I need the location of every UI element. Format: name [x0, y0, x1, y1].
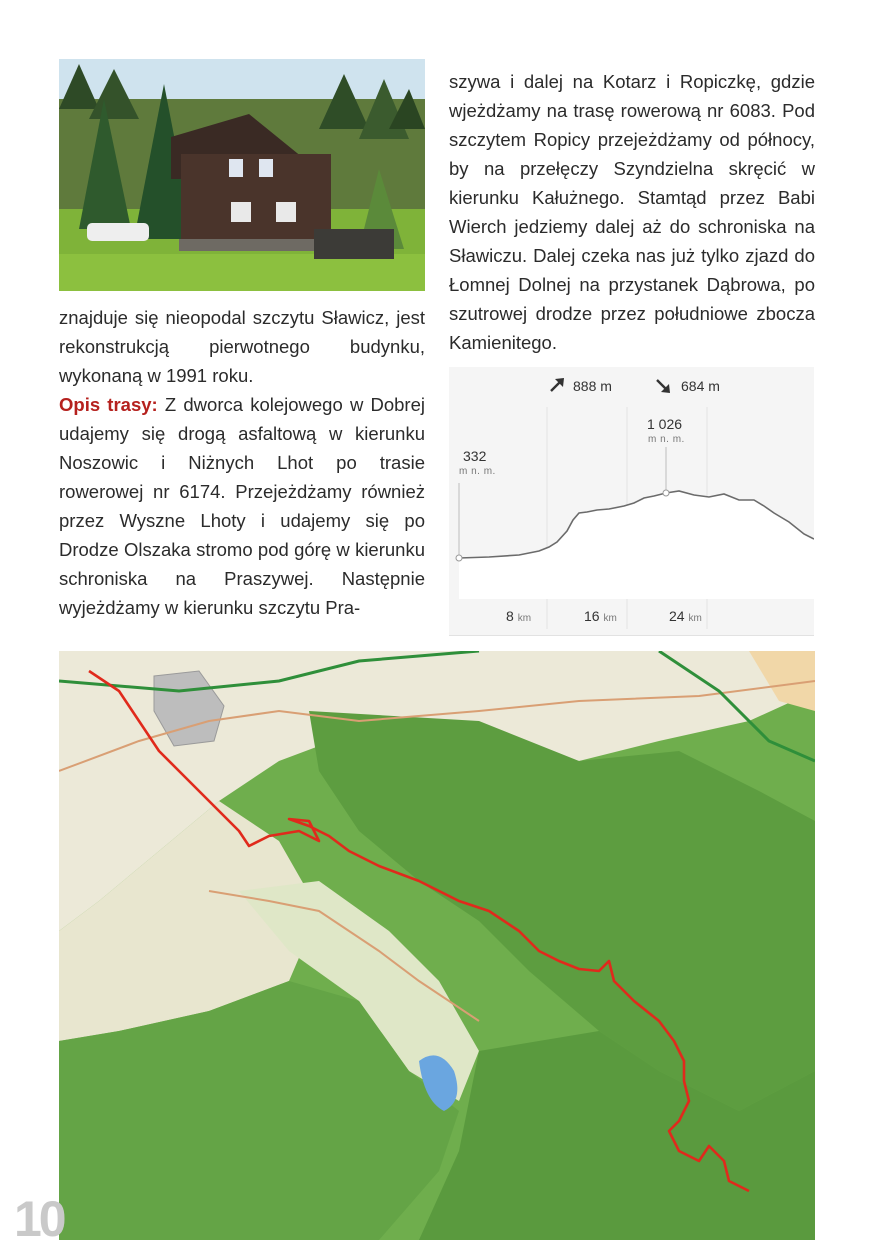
right-column: [449, 67, 815, 357]
elevation-profile: [449, 367, 814, 636]
descent-value: 684 m: [681, 378, 720, 394]
hut-description: znajduje się nieopodal szczytu Sławicz, jest rekonstrukcją pierwotnego budynku, wykonaną w 1991 roku.: [59, 307, 425, 386]
left-column: [59, 303, 425, 622]
arrow-down-right-icon: [657, 380, 670, 393]
page-number: 10: [14, 1191, 64, 1247]
right-column-paragraph: szywa i dalej na Kotarz i Ropiczkę, gdzie wjeżdżamy na trasę rowerową nr 6083. Pod szczytem Ropicy przejeżdżamy od północy, by na przełęczy Szyndzielna skręcić w kierunku Kałużnego. Stamtąd przez Babi Wierch jedziemy dalej aż do schroniska na Sławiczu. Dalej czeka nas już tylko zjazd do Łomnej Dolnej na przystanek Dąbrowa, po szutrowej drodze przez południowe zbocza Kamienitego.: [449, 71, 815, 353]
route-heading: Opis trasy:: [59, 394, 158, 415]
route-description: [59, 390, 425, 622]
arrow-up-right-icon: [551, 378, 564, 391]
mountain-hut-photo: [59, 59, 425, 291]
start-elevation: 332: [463, 448, 487, 464]
route-map: [59, 651, 815, 1240]
profile-area: [459, 491, 814, 599]
km-tick: 16 km: [584, 608, 617, 624]
start-elevation-unit: m n. m.: [459, 466, 496, 477]
ascent-value: 888 m: [573, 378, 612, 394]
km-tick: 24 km: [669, 608, 702, 624]
max-elevation-unit: m n. m.: [648, 434, 685, 445]
max-elevation: 1 026: [647, 416, 683, 432]
route-text: Z dworca kolejowego w Dobrej udajemy się drogą asfaltową w kierunku Noszowic i Niżnych Lhot po trasie rowerowej nr 6174. Przejeżdżamy również przez Wyszne Lhoty i udajemy się po Drodze Olszaka stromo pod górę w kierunku schroniska na Praszywej. Następnie wyjeżdżamy w kierunku szczytu Pra-: [59, 394, 425, 618]
km-tick: 8 km: [506, 608, 532, 624]
